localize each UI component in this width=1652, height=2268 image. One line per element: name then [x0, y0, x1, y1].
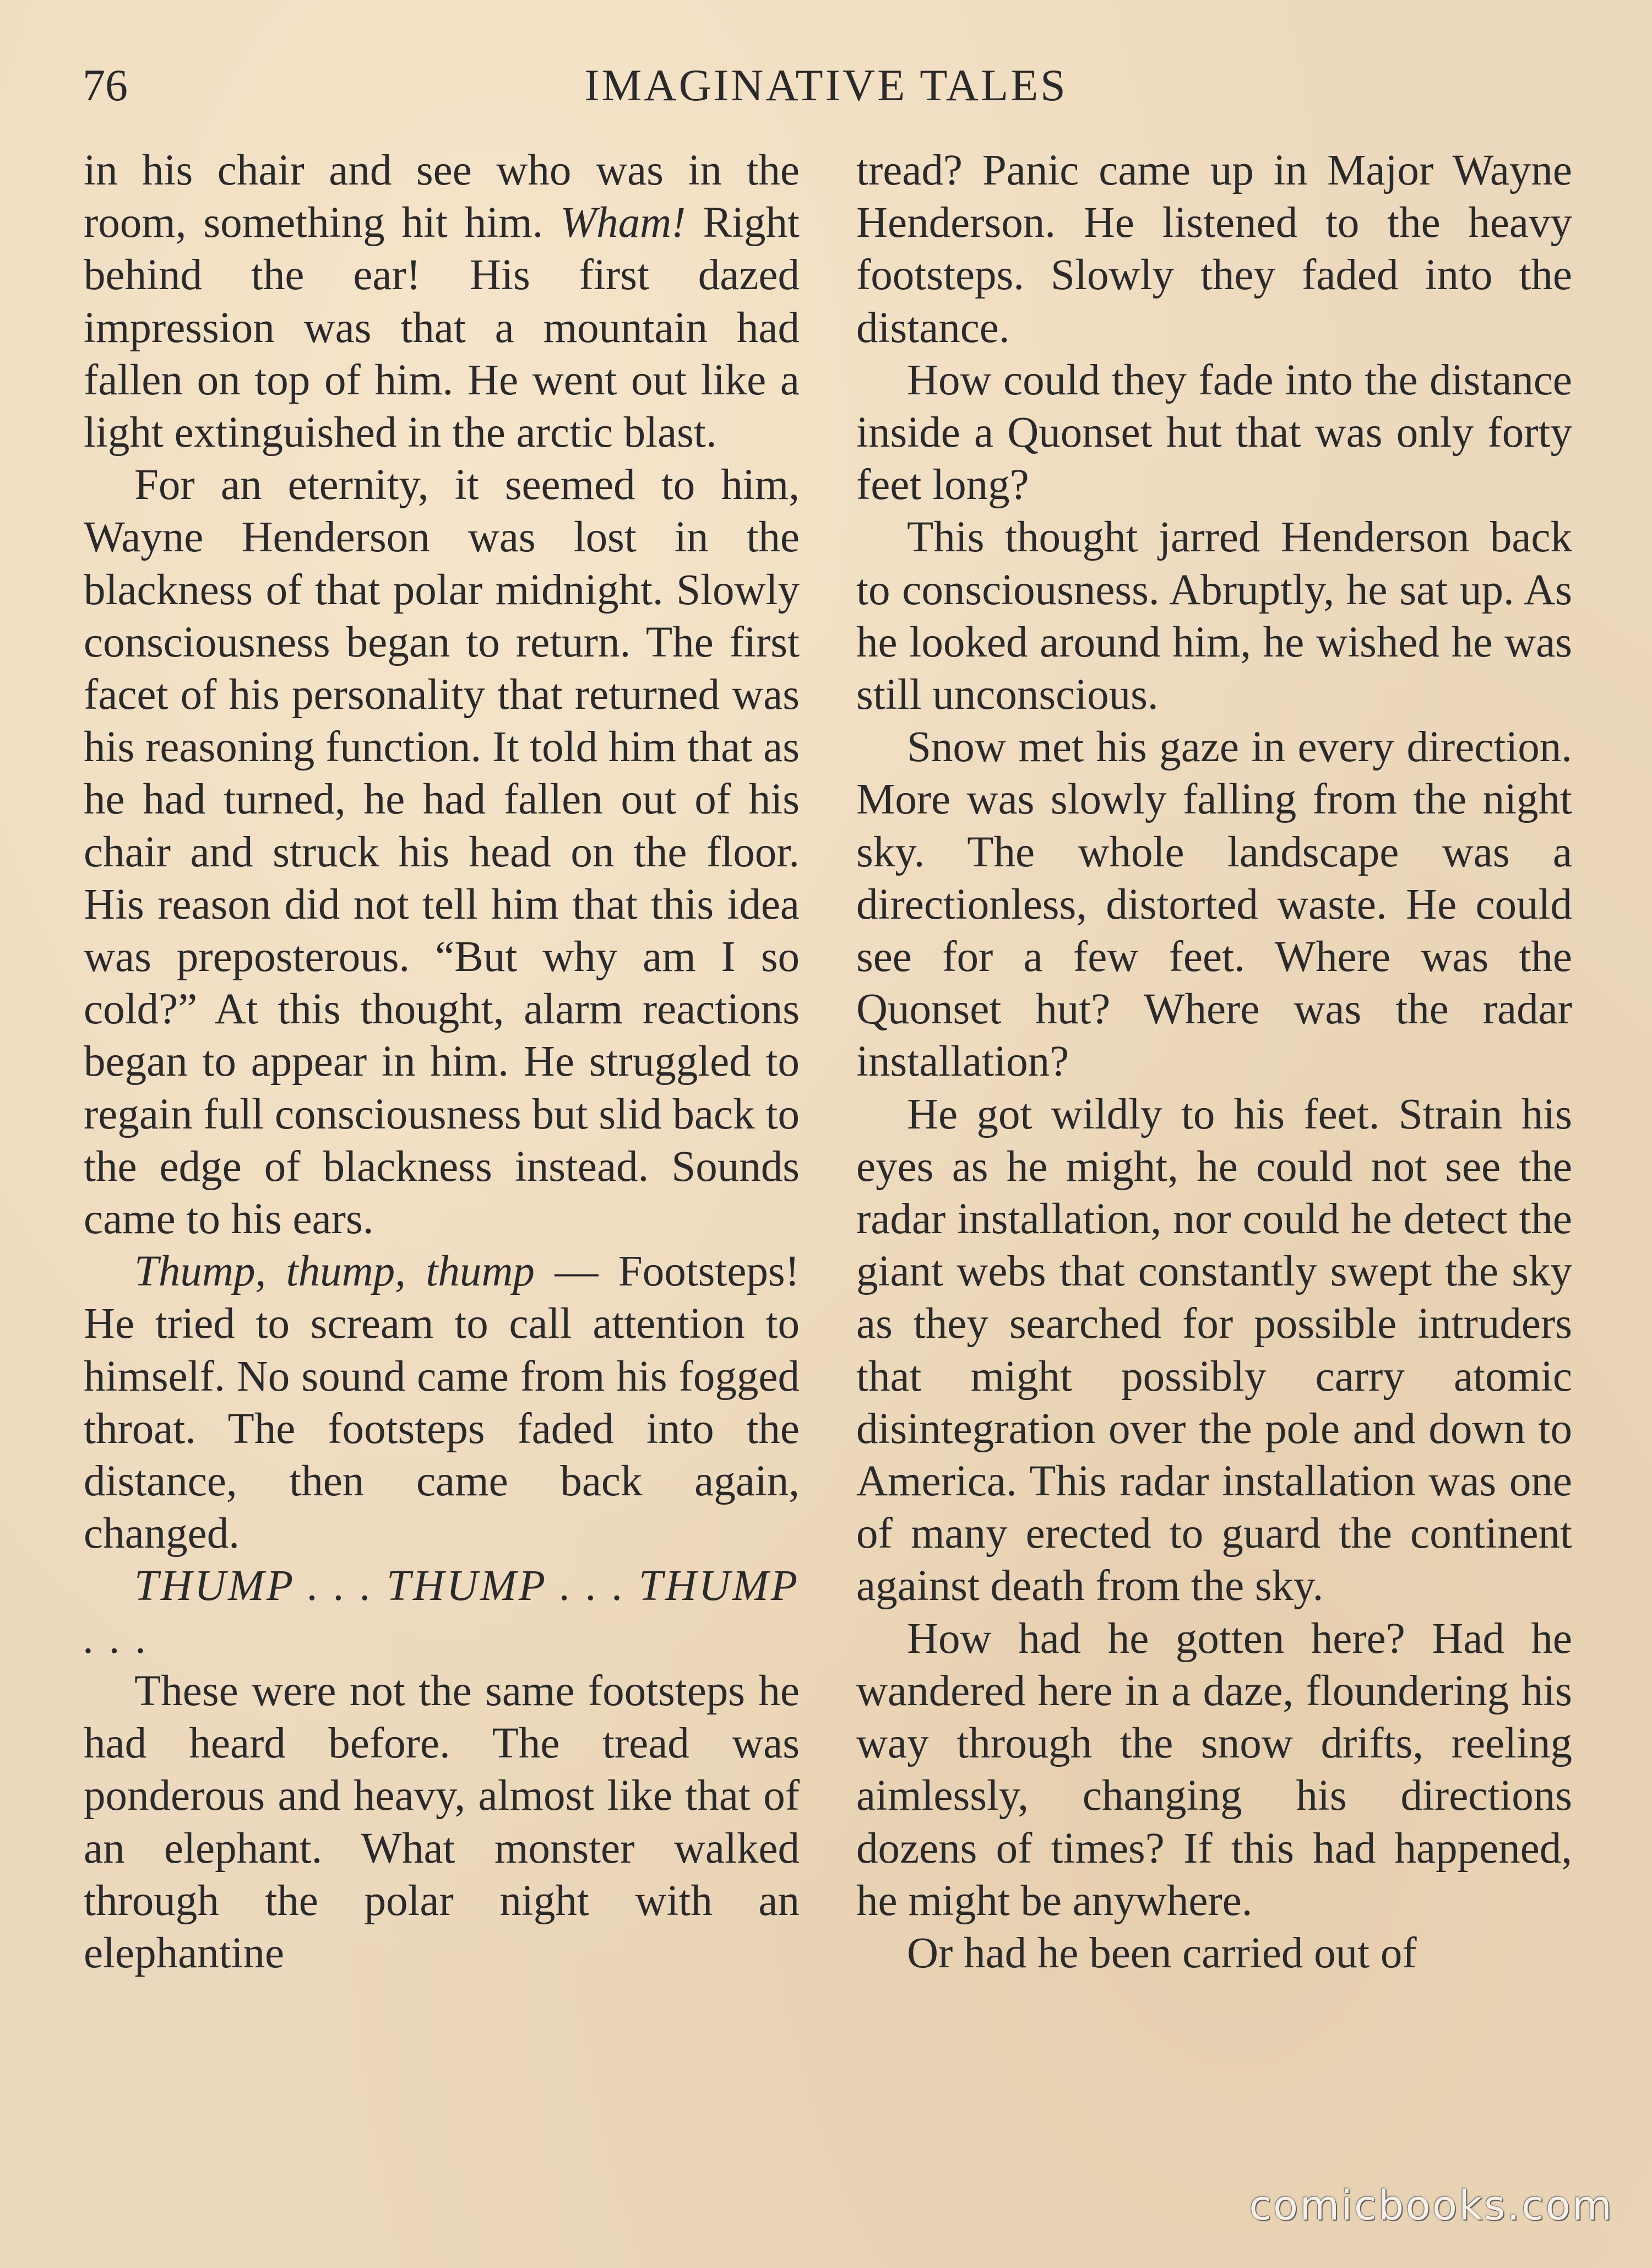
right-column	[856, 144, 1572, 1979]
left-column	[84, 144, 800, 1979]
paragraph: How had he gotten here? Had he wandered here in a daze, floundering his way through the snow drifts, reeling aimlessly, changing his directions dozens of times? If this had happened, he might be anywhere.	[856, 1614, 1572, 1925]
sound-effect-text: THUMP . . . THUMP . . . THUMP . . .	[84, 1562, 800, 1663]
paragraph-text: Right behind the ear! His first dazed impression was that a mountain had fallen on top of him. He went out like a light extinguished in the arctic blast.	[84, 199, 800, 457]
paragraph: He got wildly to his feet. Strain his eyes as he might, he could not see the radar installation, nor could he detect the giant webs that constantly swept the sky as they searched for possible intruders that might possibly carry atomic disintegration over the pole and down to America. This radar installation was one of many erected to guard the continent against death from the sky.	[856, 1090, 1572, 1610]
paragraph-text: — Footsteps! He tried to scream to call attention to himself. No sound came from his fogged throat. The footsteps faded into the distance, then came back again, changed.	[84, 1247, 800, 1558]
emphasis-text: Thump, thump, thump	[134, 1247, 535, 1296]
page-number: 76	[83, 60, 128, 110]
paragraph: How could they fade into the distance inside a Quonset hut that was only forty feet long?	[856, 356, 1572, 509]
paragraph	[84, 1245, 800, 1560]
paragraph: Snow met his gaze in every direction. More was slowly falling from the night sky. The whole landscape was a directionless, distorted waste. He could see for a few feet. Where was the Quonset hut? Where was the radar installation?	[856, 723, 1572, 1086]
page-header	[83, 55, 1569, 116]
paragraph: Or had he been carried out of	[907, 1929, 1417, 1977]
paragraph-text: in his chair and see who was in the room, something hit him.	[84, 147, 800, 247]
paragraph	[84, 144, 800, 459]
watermark: comicbooks.com	[1249, 2182, 1613, 2229]
paragraph: These were not the same footsteps he had heard before. The tread was ponderous and heavy, almost like that of an elephant. What monster walked through the polar night with an elephantine	[84, 1667, 800, 1977]
paragraph: For an eternity, it seemed to him, Wayne Henderson was lost in the blackness of that polar midnight. Slowly consciousness began to return. The first facet of his personality that returned was his reasoning function. It told him that as he had turned, he had fallen out of his chair and struck his head on the floor. His reason did not tell him that this idea was preposterous. “But why am I so cold?” At this thought, alarm reactions began to appear in him. He struggled to regain full consciousness but slid back to the edge of blackness instead. Sounds came to his ears.	[84, 461, 800, 1244]
paragraph: tread? Panic came up in Major Wayne Henderson. He listened to the heavy footsteps. Slowly they faded into the distance.	[856, 147, 1572, 352]
paragraph: This thought jarred Henderson back to consciousness. Abruptly, he sat up. As he looked around him, he wished he was still unconscious.	[856, 513, 1572, 719]
emphasis-text: Wham!	[560, 199, 686, 247]
running-title: IMAGINATIVE TALES	[584, 60, 1068, 110]
